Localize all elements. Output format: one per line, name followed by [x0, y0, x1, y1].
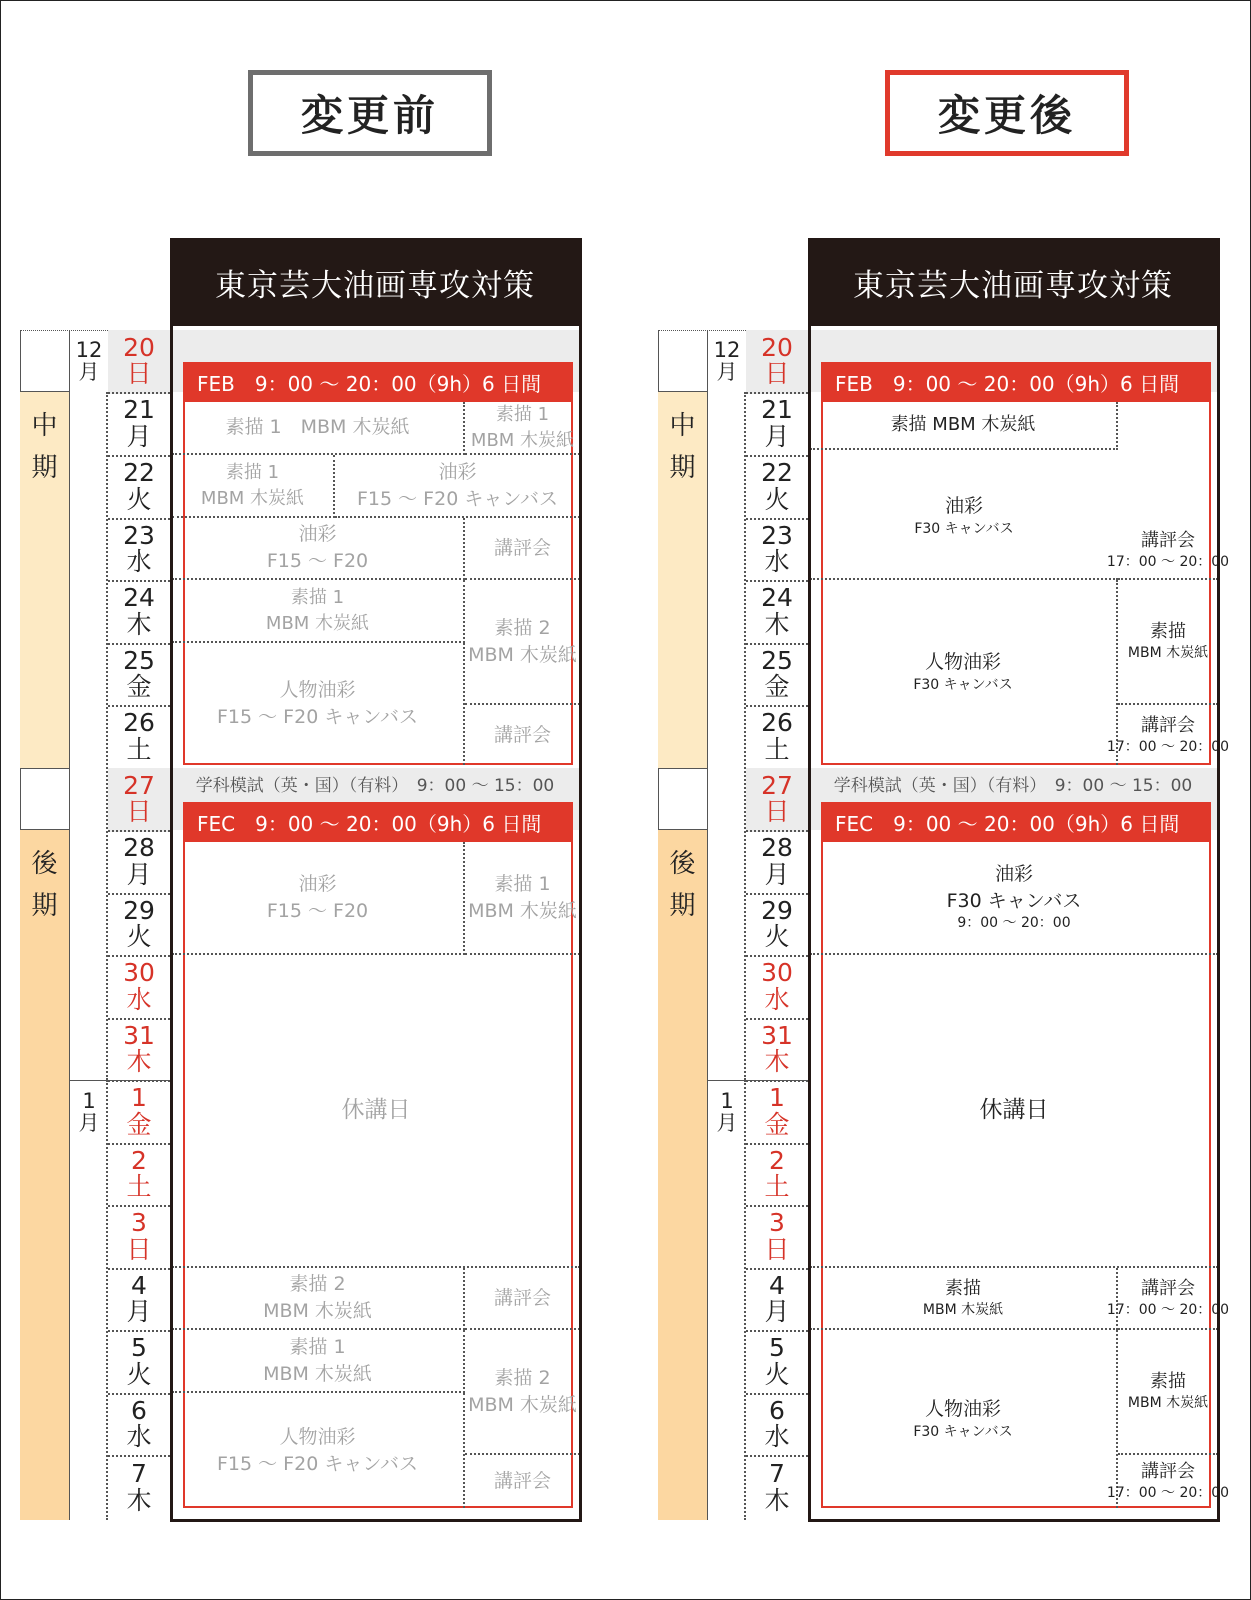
day-weekday: 月 — [126, 1297, 152, 1326]
day-number: 30 — [123, 958, 155, 988]
day-cell — [746, 893, 808, 957]
day-cell — [746, 1330, 808, 1395]
feb-banner — [183, 362, 573, 402]
block-line: 人物油彩 — [924, 651, 1001, 674]
block-line: 講評会 — [493, 1286, 551, 1309]
day-cell — [108, 392, 170, 457]
day-weekday: 月 — [764, 1297, 790, 1326]
block-line: 講評会 — [1141, 714, 1195, 736]
period-blank — [658, 768, 708, 830]
day-number: 24 — [761, 583, 793, 613]
period-blank — [658, 330, 708, 392]
day-number: 22 — [761, 458, 793, 488]
day-weekday: 水 — [764, 547, 790, 576]
day-weekday: 日 — [764, 797, 790, 826]
period-mid-char: 期 — [31, 452, 58, 483]
schedule-block — [1118, 1330, 1218, 1455]
day-cell — [746, 330, 808, 394]
schedule-block — [465, 518, 580, 580]
schedule-block — [465, 1455, 580, 1508]
day-number: 1 — [769, 1083, 785, 1113]
block-line: 9：00 〜 20：00 — [957, 915, 1071, 932]
day-cell — [108, 330, 170, 394]
month-text: 月 — [78, 360, 100, 384]
mock-exam-note — [808, 768, 1218, 798]
block-line: MBM 木炭紙 — [263, 1300, 372, 1322]
day-number: 26 — [123, 708, 155, 738]
schedule-block — [810, 1330, 1118, 1508]
day-number: 1 — [131, 1083, 147, 1113]
day-cell — [746, 955, 808, 1020]
day-cell — [746, 518, 808, 582]
month-dec — [70, 330, 110, 392]
block-line: 素描 1 — [495, 404, 550, 426]
day-weekday: 水 — [126, 1422, 152, 1451]
day-weekday: 水 — [764, 1422, 790, 1451]
day-cell — [746, 1080, 808, 1145]
day-weekday: 金 — [126, 672, 152, 701]
schedule-block — [172, 402, 465, 455]
block-line: F15 〜 F20 キャンバス — [357, 487, 558, 510]
period-late-char: 後 — [31, 849, 58, 879]
day-cell — [108, 455, 170, 520]
block-line: MBM 木炭紙 — [470, 429, 575, 451]
schedule-block — [465, 842, 580, 955]
day-number: 4 — [769, 1270, 785, 1300]
day-weekday: 水 — [764, 984, 790, 1014]
schedule-block — [465, 1268, 580, 1330]
schedule-block — [172, 518, 465, 580]
period-late — [20, 830, 70, 1520]
day-cell — [746, 1205, 808, 1270]
schedule-block — [465, 580, 580, 705]
day-cell — [746, 705, 808, 770]
day-cell — [746, 768, 808, 832]
day-number: 22 — [123, 458, 155, 488]
day-number: 25 — [761, 645, 793, 675]
day-weekday: 火 — [764, 922, 790, 951]
day-cell — [108, 705, 170, 770]
day-cell — [108, 580, 170, 645]
day-weekday: 水 — [126, 547, 152, 576]
schedule-block — [465, 402, 580, 455]
mock-exam-note — [170, 768, 580, 798]
month-text: 1 — [82, 1089, 96, 1113]
day-cell — [108, 1393, 170, 1457]
schedule-block — [810, 580, 1118, 765]
day-number: 5 — [769, 1333, 785, 1363]
schedule-block — [465, 1330, 580, 1455]
day-number: 28 — [761, 833, 793, 863]
day-weekday: 火 — [126, 484, 152, 514]
month-text: 12 — [75, 337, 103, 362]
block-line: 17：00 〜 20：00 — [1106, 738, 1230, 755]
month-jan-span — [70, 1080, 108, 1520]
day-number: 20 — [123, 332, 155, 362]
block-line: 休講日 — [341, 1097, 411, 1124]
day-number: 5 — [131, 1333, 147, 1363]
block-line: 油彩 — [438, 460, 477, 483]
schedule-block — [1106, 523, 1230, 580]
schedule-block — [172, 1330, 465, 1393]
block-line: F15 〜 F20 — [266, 899, 369, 922]
block-line: MBM 木炭紙 — [922, 1301, 1004, 1318]
day-cell — [108, 893, 170, 957]
day-weekday: 土 — [764, 1172, 790, 1201]
block-line: 素描 2 — [494, 1366, 551, 1389]
day-number: 29 — [123, 895, 155, 925]
block-line: 講評会 — [1141, 530, 1195, 552]
block-line: 17：00 〜 20：00 — [1106, 1301, 1230, 1318]
day-cell — [746, 1393, 808, 1457]
block-line: MBM 木炭紙 — [468, 899, 577, 922]
block-line: F30 キャンバス — [914, 521, 1014, 537]
day-weekday: 月 — [126, 421, 152, 451]
day-weekday: 日 — [126, 797, 152, 826]
day-weekday: 月 — [126, 859, 152, 889]
period-mid-char: 中 — [669, 411, 696, 441]
day-number: 4 — [131, 1270, 147, 1300]
course-title-bar — [808, 238, 1218, 326]
day-cell — [746, 643, 808, 707]
schedule-block — [172, 455, 335, 518]
heading-after-label: 変更後 — [937, 91, 1076, 140]
day-weekday: 日 — [764, 1234, 790, 1264]
period-mid-char: 中 — [31, 411, 58, 441]
block-line: F30 キャンバス — [913, 677, 1013, 693]
block-line: F15 〜 F20 — [266, 550, 369, 572]
day-weekday: 木 — [764, 609, 790, 639]
day-cell — [746, 1455, 808, 1520]
schedule-block — [1106, 705, 1230, 765]
month-dec — [708, 330, 748, 392]
day-number: 27 — [123, 770, 155, 800]
day-cell — [108, 1330, 170, 1395]
mock-exam-text: 学科模試（英・国）（有料） 9：00 〜 15：00 — [195, 775, 555, 796]
day-weekday: 金 — [764, 1109, 790, 1139]
day-number: 21 — [123, 395, 155, 425]
day-weekday: 木 — [764, 1485, 790, 1515]
block-line: F15 〜 F20 キャンバス — [217, 1452, 418, 1475]
course-title-bar — [170, 238, 580, 326]
day-weekday: 月 — [764, 859, 790, 889]
block-line: 講評会 — [493, 536, 551, 559]
period-late-char: 後 — [669, 849, 696, 879]
block-line: F30 キャンバス — [913, 1423, 1013, 1440]
block-line: 油彩 — [944, 495, 983, 518]
day-number: 23 — [123, 520, 155, 550]
block-line: 油彩 — [298, 523, 337, 546]
block-line: MBM 木炭紙 — [265, 612, 370, 634]
fec-banner — [183, 802, 573, 842]
block-line: MBM 木炭紙 — [468, 643, 577, 666]
block-line: 素描 — [1150, 1371, 1186, 1393]
fec-banner — [821, 802, 1211, 842]
block-line: F30 キャンバス — [946, 889, 1082, 912]
schedule-block — [810, 842, 1218, 955]
schedule-block — [172, 1268, 465, 1330]
block-line: 人物油彩 — [279, 679, 356, 702]
schedule-block — [1118, 580, 1218, 705]
day-number: 6 — [769, 1395, 785, 1425]
schedule-block — [810, 402, 1118, 450]
day-cell — [108, 518, 170, 582]
day-weekday: 火 — [764, 484, 790, 514]
day-cell — [108, 955, 170, 1020]
block-line: 素描 1 — [290, 587, 345, 609]
month-text: 月 — [716, 1111, 738, 1136]
schedule-block — [810, 1268, 1118, 1330]
day-number: 27 — [761, 770, 793, 800]
block-line: MBM 木炭紙 — [1127, 1395, 1209, 1412]
schedule-block — [172, 580, 465, 643]
block-line: MBM 木炭紙 — [468, 1393, 577, 1416]
day-cell — [108, 1080, 170, 1145]
day-weekday: 木 — [126, 1485, 152, 1515]
day-number: 7 — [769, 1459, 785, 1489]
schedule-block — [172, 955, 580, 1268]
day-cell — [108, 1268, 170, 1332]
day-cell — [746, 455, 808, 520]
block-line: 素描 — [945, 1277, 981, 1299]
day-number: 23 — [761, 520, 793, 550]
day-number: 31 — [761, 1020, 793, 1050]
day-number: 26 — [761, 708, 793, 738]
day-number: 30 — [761, 958, 793, 988]
day-number: 3 — [131, 1208, 147, 1238]
block-line: 講評会 — [493, 1470, 551, 1493]
fec-banner-text: FEC 9：00 〜 20：00（9h）6 日間 — [835, 811, 1180, 836]
block-line: 素描 1 — [225, 462, 280, 484]
day-cell — [746, 392, 808, 457]
month-jan-span — [708, 1080, 746, 1520]
day-cell — [108, 643, 170, 707]
day-weekday: 火 — [126, 1359, 152, 1389]
block-line: 人物油彩 — [924, 1397, 1001, 1420]
day-number: 2 — [131, 1145, 147, 1175]
heading-before-label: 変更前 — [300, 91, 439, 140]
day-number: 2 — [769, 1145, 785, 1175]
schedule-block — [1106, 1268, 1230, 1330]
block-line: 素描 1 — [289, 1335, 346, 1358]
heading-after — [885, 70, 1129, 156]
day-number: 6 — [131, 1395, 147, 1425]
month-text: 月 — [78, 1111, 100, 1136]
day-weekday: 木 — [126, 1047, 152, 1076]
day-cell — [108, 768, 170, 832]
block-line: MBM 木炭紙 — [200, 487, 305, 509]
period-blank — [20, 330, 70, 392]
day-weekday: 日 — [126, 1234, 152, 1264]
day-number: 21 — [761, 395, 793, 425]
day-number: 31 — [123, 1020, 155, 1050]
month-text: 月 — [716, 360, 738, 384]
block-line: 講評会 — [1141, 1277, 1195, 1299]
course-title: 東京芸大油画専攻対策 — [853, 267, 1173, 304]
block-line: 17：00 〜 20：00 — [1106, 1485, 1230, 1502]
day-weekday: 火 — [126, 922, 152, 951]
day-cell — [108, 1455, 170, 1520]
month-dec-span — [708, 392, 746, 1080]
block-line: 素描 2 — [289, 1273, 346, 1296]
block-line: 油彩 — [298, 872, 337, 895]
course-title: 東京芸大油画専攻対策 — [215, 267, 535, 304]
month-dec-span — [70, 392, 108, 1080]
period-late-char: 期 — [669, 890, 696, 921]
fec-banner-text: FEC 9：00 〜 20：00（9h）6 日間 — [197, 811, 542, 836]
day-cell — [746, 830, 808, 895]
day-number: 20 — [761, 332, 793, 362]
day-weekday: 土 — [126, 734, 152, 764]
block-line: MBM 木炭紙 — [1127, 645, 1209, 662]
day-cell — [746, 1018, 808, 1082]
block-line: 油彩 — [994, 863, 1033, 886]
feb-banner-text: FEB 9：00 〜 20：00（9h）6 日間 — [197, 371, 542, 396]
period-mid-char: 期 — [669, 452, 696, 483]
block-line: 人物油彩 — [279, 1425, 356, 1448]
day-number: 24 — [123, 583, 155, 613]
period-mid — [658, 392, 708, 768]
schedule-block — [1106, 1455, 1230, 1508]
mock-exam-text: 学科模試（英・国）（有料） 9：00 〜 15：00 — [833, 775, 1193, 796]
schedule-block — [172, 842, 465, 955]
day-number: 7 — [131, 1459, 147, 1489]
schedule-block — [465, 705, 580, 765]
day-cell — [746, 1268, 808, 1332]
day-weekday: 木 — [764, 1047, 790, 1076]
day-cell — [108, 830, 170, 895]
period-mid — [20, 392, 70, 768]
block-line: 講評会 — [493, 723, 551, 746]
day-number: 3 — [769, 1208, 785, 1238]
day-weekday: 土 — [126, 1172, 152, 1201]
day-number: 29 — [761, 895, 793, 925]
block-line: 素描 MBM 木炭紙 — [890, 414, 1036, 436]
day-weekday: 日 — [126, 359, 152, 388]
day-weekday: 金 — [126, 1109, 152, 1139]
day-weekday: 木 — [126, 609, 152, 639]
heading-before — [248, 70, 492, 156]
month-text: 1 — [720, 1089, 734, 1113]
schedule-block — [810, 455, 1118, 580]
schedule-block — [172, 643, 465, 765]
day-weekday: 日 — [764, 359, 790, 388]
feb-banner-text: FEB 9：00 〜 20：00（9h）6 日間 — [835, 371, 1180, 396]
block-line: 講評会 — [1141, 1461, 1195, 1483]
block-line: MBM 木炭紙 — [263, 1362, 372, 1385]
day-cell — [108, 1143, 170, 1207]
period-late — [658, 830, 708, 1520]
period-late-char: 期 — [31, 890, 58, 921]
feb-banner — [821, 362, 1211, 402]
block-line: 素描 1 — [494, 872, 551, 895]
block-line: 休講日 — [979, 1097, 1049, 1124]
day-cell — [746, 1143, 808, 1207]
day-weekday: 土 — [764, 734, 790, 764]
day-cell — [108, 1018, 170, 1082]
block-line: 素描 2 — [494, 616, 551, 639]
schedule-block — [335, 455, 580, 518]
schedule-block — [810, 955, 1218, 1268]
day-number: 25 — [123, 645, 155, 675]
schedule-block — [172, 1393, 465, 1508]
day-weekday: 火 — [764, 1359, 790, 1389]
day-number: 28 — [123, 833, 155, 863]
block-line: 17：00 〜 20：00 — [1106, 554, 1230, 571]
day-weekday: 金 — [764, 672, 790, 701]
block-line: 素描 — [1150, 621, 1186, 643]
day-cell — [746, 580, 808, 645]
block-line: 素描 1 MBM 木炭紙 — [225, 416, 410, 439]
day-weekday: 月 — [764, 421, 790, 451]
block-line: F15 〜 F20 キャンバス — [217, 706, 418, 728]
day-cell — [108, 1205, 170, 1270]
period-blank — [20, 768, 70, 830]
day-weekday: 水 — [126, 984, 152, 1014]
month-text: 12 — [713, 337, 741, 362]
